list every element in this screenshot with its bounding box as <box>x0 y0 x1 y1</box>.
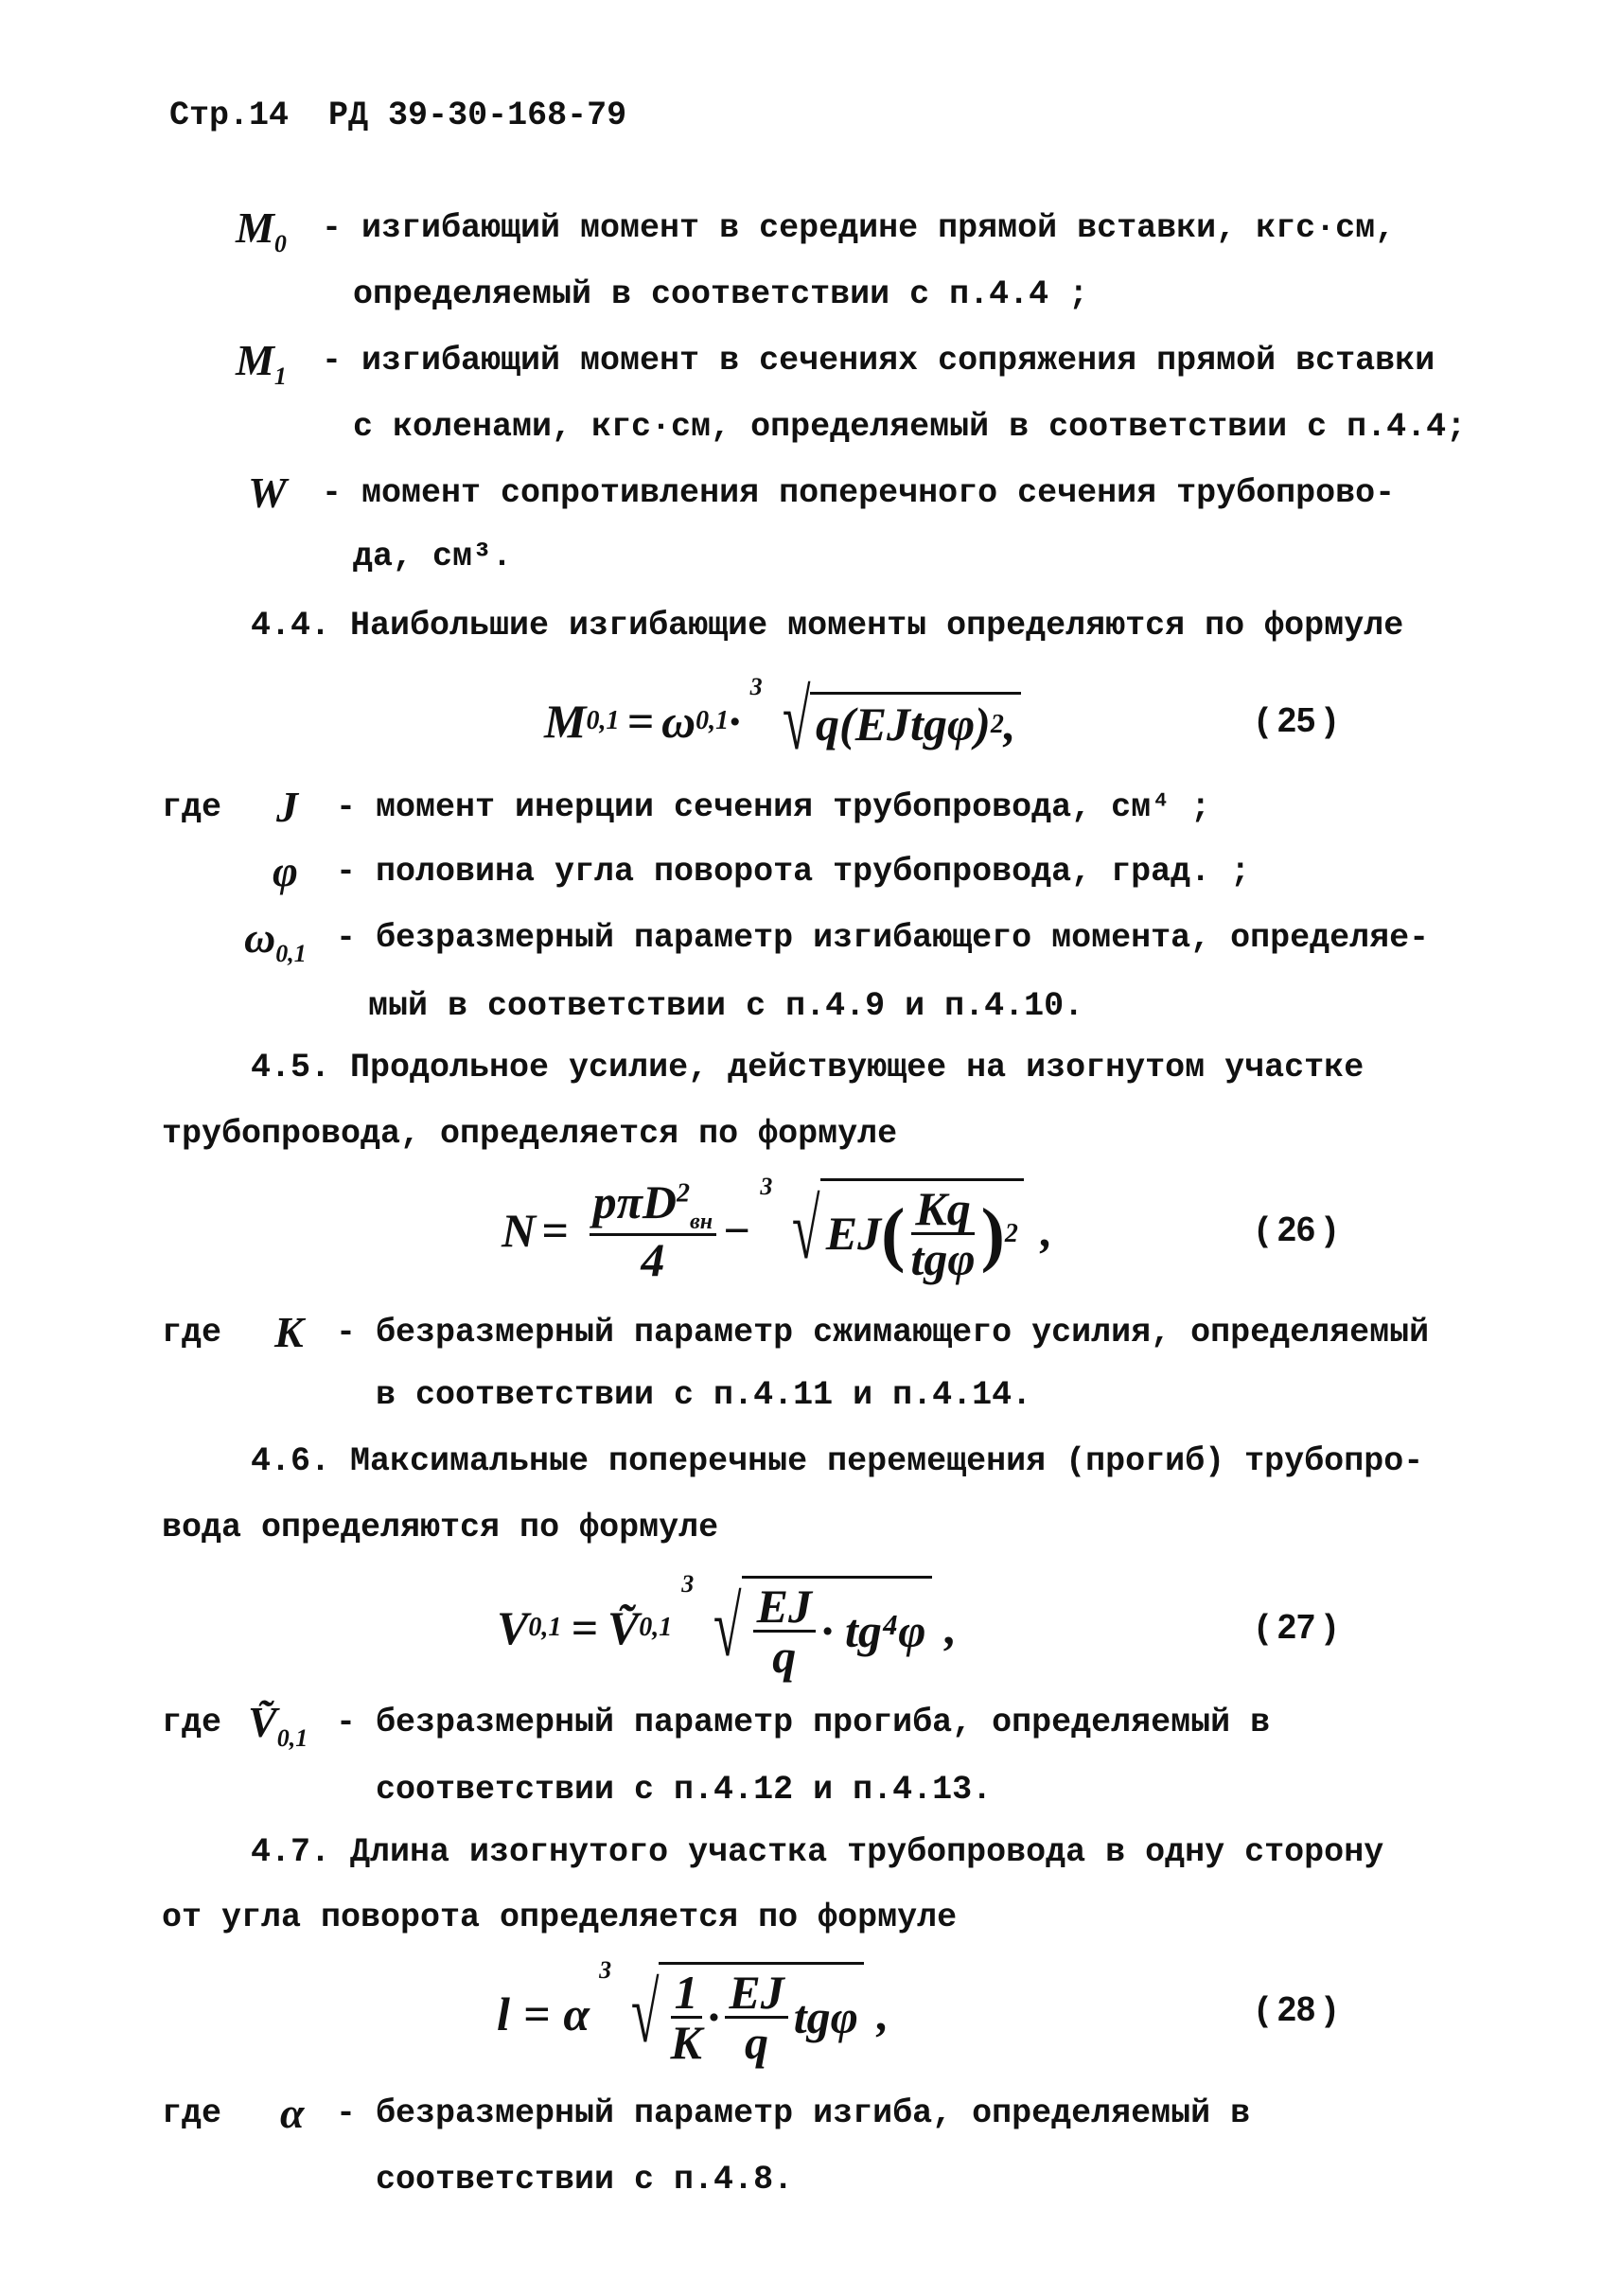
symbol-omega: $\omega_{0,1}$ <box>244 913 307 968</box>
def-j-line1: - момент инерции сечения трубопровода, см⁴ ; <box>336 788 1211 826</box>
def-phi-line1: - половина угла поворота трубопровода, град. ; <box>336 853 1251 891</box>
symbol-w: W <box>248 468 287 517</box>
def-m1-line1: - изгибающий момент в сечениях сопряжения прямой вставки <box>322 342 1435 380</box>
def-omega-line2: мый в соответствии с п.4.9 и п.4.10. <box>368 987 1084 1025</box>
paragraph-4-7-line2: от угла поворота определяется по формуле <box>162 1899 958 1936</box>
symbol-phi: φ <box>273 847 298 895</box>
where-label: где <box>162 1704 222 1741</box>
where-label: где <box>162 1314 222 1351</box>
def-m0-line1: - изгибающий момент в середине прямой вставки, кгс·см, <box>322 209 1396 247</box>
formula-25-number: ( 25 ) <box>1257 700 1337 739</box>
paragraph-4-6-line1: 4.6. Максимальные поперечные перемещения (прогиб) трубопро- <box>251 1442 1424 1480</box>
symbol-m1: $M_1$ <box>236 336 287 391</box>
def-k-line1: - безразмерный параметр сжимающего усилия, определяемый <box>336 1314 1430 1351</box>
def-w-line1: - момент сопротивления поперечного сечения трубопрово- <box>322 474 1396 512</box>
cube-root: 3 √ $\frac{EJ}{q}$ · tg⁴φ <box>704 1576 931 1680</box>
def-k-line2: в соответствии с п.4.11 и п.4.14. <box>376 1376 1032 1414</box>
formula-26: N = $\frac{p\pi D^2_{вн}}{4}$ − 3 √ EJ ( $\frac{Kq}{\text{tgφ}}$ ) 2 , <box>502 1173 1053 1286</box>
symbol-m0: $M_0$ <box>236 203 287 258</box>
cube-root: 3 √ $\frac{1}{K}$ · $\frac{EJ}{q}$ tgφ <box>622 1962 864 2066</box>
formula-26-number: ( 26 ) <box>1257 1210 1337 1248</box>
paragraph-4-7-line1: 4.7. Длина изогнутого участка трубопровода в одну сторону <box>251 1833 1384 1871</box>
def-v-line2: соответствии с п.4.12 и п.4.13. <box>376 1771 993 1809</box>
def-m0-line2: определяемый в соответствии с п.4.4 ; <box>353 275 1089 313</box>
cube-root: 3 √ EJ ( $\frac{Kq}{\text{tgφ}}$ ) 2 <box>783 1178 1024 1282</box>
def-v-line1: - безразмерный параметр прогиба, определяемый в <box>336 1704 1271 1741</box>
symbol-v-tilde: Ṽ$_{0,1}$ <box>248 1698 308 1753</box>
def-w-line2: да, см³. <box>353 538 513 575</box>
page-header <box>169 95 626 136</box>
cube-root: 3 √ q(EJtgφ) 2 , <box>773 679 1022 764</box>
paragraph-4-5-line2: трубопровода, определяется по формуле <box>162 1115 898 1153</box>
where-label: где <box>162 2094 222 2132</box>
def-alpha-line2: соответствии с п.4.8. <box>376 2161 794 2199</box>
symbol-k: K <box>274 1308 304 1356</box>
formula-25: M 0,1 = ω 0,1 · 3 √ q(EJtgφ) 2 , <box>544 674 1021 768</box>
def-alpha-line1: - безразмерный параметр изгиба, определяемый в <box>336 2094 1251 2132</box>
symbol-alpha: α <box>280 2089 305 2137</box>
formula-27-number: ( 27 ) <box>1257 1607 1337 1646</box>
symbol-j: J <box>276 783 298 831</box>
paragraph-4-6-line2: вода определяются по формуле <box>162 1509 719 1546</box>
def-omega-line1: - безразмерный параметр изгибающего момента, определяе- <box>336 919 1430 957</box>
formula-28: l = α 3 √ $\frac{1}{K}$ · $\frac{EJ}{q}$ tgφ , <box>497 1956 889 2069</box>
formula-28-number: ( 28 ) <box>1257 1989 1337 2028</box>
paragraph-4-5-line1: 4.5. Продольное усилие, действующее на изогнутом участке <box>251 1049 1365 1086</box>
paragraph-4-4: 4.4. Наибольшие изгибающие моменты определяются по формуле <box>251 607 1404 645</box>
document-code: РД 39-30-168-79 <box>328 97 627 134</box>
formula-27: V 0,1 = Ṽ 0,1 3 √ $\frac{EJ}{q}$ · tg⁴φ , <box>497 1570 958 1683</box>
where-label: где <box>162 788 222 826</box>
def-m1-line2: с коленами, кгс·см, определяемый в соответствии с п.4.4; <box>353 408 1467 446</box>
page-number: Стр.14 <box>169 97 290 134</box>
